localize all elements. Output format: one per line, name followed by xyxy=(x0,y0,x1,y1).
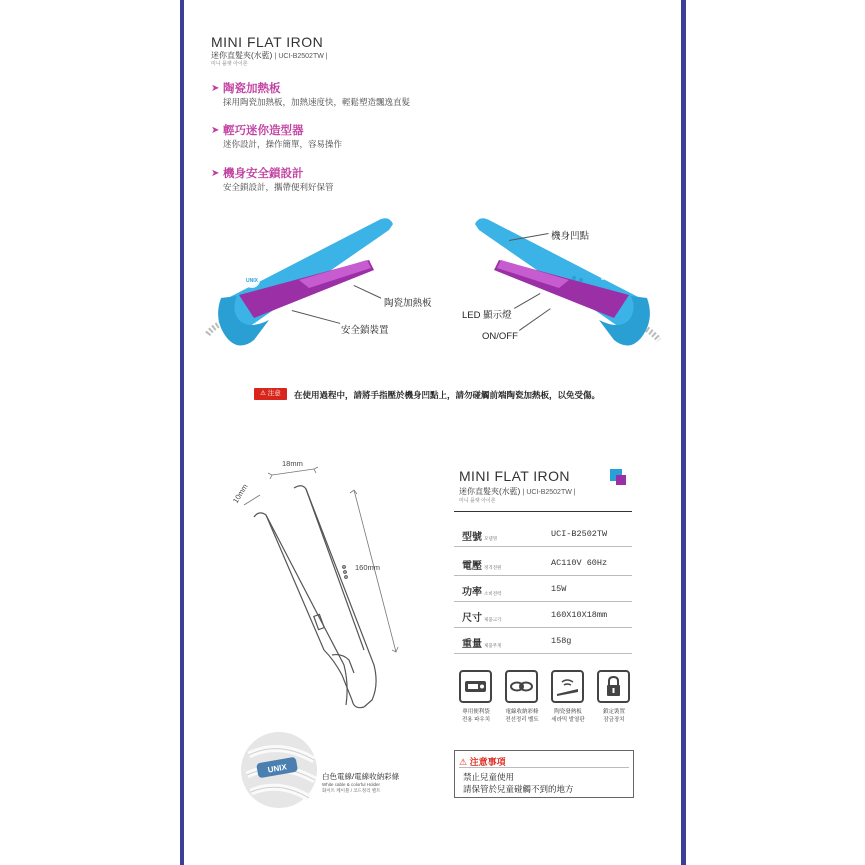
spec-value: 160X10X18mm xyxy=(551,610,608,620)
spec-label-kr: 소비전력 xyxy=(484,591,502,596)
cable-label: 白色電線/電線收納彩條 xyxy=(322,772,400,781)
spec-label-zh: 功率 xyxy=(462,587,482,598)
spec-label-kr: 제품무게 xyxy=(484,643,502,648)
spec-subtitle-zh: 迷你直髮夾(水藍) xyxy=(459,487,521,496)
spec-model-number: | UCI-B2502TW | xyxy=(522,489,576,496)
callout-led: LED 顯示燈 xyxy=(462,310,512,321)
spec-value: 15W xyxy=(551,584,567,594)
feature-description: 安全鎖設計，攜帶便利好保管 xyxy=(223,182,334,192)
brand-logo-left: UNIX xyxy=(246,278,258,284)
spec-row xyxy=(454,599,632,628)
pouch-icon xyxy=(459,670,492,703)
chevron-right-icon: ➤ xyxy=(211,83,220,94)
spec-label xyxy=(462,583,501,598)
spec-label-kr: 모델명 xyxy=(484,536,498,541)
icon-label-kr: 전용 파우치 xyxy=(461,717,491,723)
spec-divider xyxy=(454,511,632,512)
warning-text: 在使用過程中，請將手指壓於機身凹點上，請勿碰觸前端陶瓷加熱板，以免受傷。 xyxy=(294,390,601,400)
subtitle-zh: 迷你直髮夾(水藍) xyxy=(211,51,273,60)
dimension-width-label: 18mm xyxy=(282,459,303,468)
spec-label xyxy=(462,635,501,650)
cable-holder-icon xyxy=(505,670,538,703)
dimension-thickness-label: 10mm xyxy=(231,482,250,505)
ceramic-heat-icon xyxy=(551,670,584,703)
product-page xyxy=(184,0,681,865)
spec-label-kr: 정격전원 xyxy=(484,565,502,570)
dimension-length-label: 160mm xyxy=(355,563,381,572)
spec-label-zh: 型號 xyxy=(462,532,482,543)
caution-line: 請保管於兒童碰觸不到的地方 xyxy=(463,784,574,794)
icon-label-kr: 세라믹 발열판 xyxy=(551,717,585,723)
callout-on-off: ON/OFF xyxy=(482,331,518,342)
spec-label xyxy=(462,557,501,572)
callout-safety-lock: 安全鎖裝置 xyxy=(341,325,389,336)
caution-line: 禁止兒童使用 xyxy=(463,772,515,782)
caution-heading: ⚠ 注意事項 xyxy=(459,757,506,767)
spec-label-zh: 尺寸 xyxy=(462,613,482,624)
model-number: | UCI-B2502TW | xyxy=(274,53,328,60)
icon-label-zh: 專用便利袋 xyxy=(462,709,490,715)
feature-heading: 輕巧迷你造型器 xyxy=(223,125,304,137)
spec-label-zh: 重量 xyxy=(462,639,482,650)
feature-heading: 陶瓷加熱板 xyxy=(223,83,281,95)
spec-label xyxy=(462,528,497,543)
page-title: MINI FLAT IRON xyxy=(211,34,324,50)
icon-label-kr: 잠금장치 xyxy=(603,717,625,723)
spec-label-zh: 電壓 xyxy=(462,561,482,572)
caution-divider xyxy=(459,767,629,768)
chevron-right-icon: ➤ xyxy=(211,168,220,179)
warning-row xyxy=(254,388,654,402)
icon-label-zh: 陶瓷發熱板 xyxy=(554,709,582,715)
feature-description: 採用陶瓷加熱板，加熱速度快，輕鬆塑造飄逸直髮 xyxy=(223,97,411,107)
product-illustration xyxy=(199,200,669,370)
spec-value: 158g xyxy=(551,636,572,646)
spec-label-kr: 제품크기 xyxy=(484,617,502,622)
feature-description: 迷你設計，操作簡單，容易操作 xyxy=(223,139,343,149)
icon-label-zh: 電線收納彩條 xyxy=(505,709,539,715)
cable-label-en: White cable & colorful Holder xyxy=(322,782,381,787)
warning-badge: ⚠ 注意 xyxy=(254,388,287,400)
spec-subtitle xyxy=(459,486,576,497)
right-border-bar xyxy=(681,0,686,865)
spec-row xyxy=(454,573,632,602)
caution-box xyxy=(454,750,634,798)
dimension-drawing xyxy=(224,455,424,725)
icon-label xyxy=(592,708,636,724)
icon-label-kr: 전선정리 벨트 xyxy=(505,717,539,723)
callout-body-dimple: 機身凹點 xyxy=(551,231,590,242)
spec-label xyxy=(462,609,501,624)
cable-badge-text: UNIX xyxy=(267,762,288,775)
spec-value: UCI-B2502TW xyxy=(551,529,608,539)
callout-ceramic-plate: 陶瓷加熱板 xyxy=(384,298,432,309)
spec-row xyxy=(454,547,632,576)
spec-row xyxy=(454,625,632,654)
accent-square-purple xyxy=(616,475,626,485)
cable-label-kr: 화이트 케이블 / 코드정리 벨트 xyxy=(322,788,381,793)
spec-title-kr: 미니 플랫 아이론 xyxy=(459,498,496,504)
icon-label xyxy=(500,708,544,724)
icon-label xyxy=(546,708,590,724)
brand-logo-right: UNIX xyxy=(601,276,613,282)
spec-title: MINI FLAT IRON xyxy=(459,468,570,484)
cable-photo xyxy=(239,730,319,810)
spec-row xyxy=(454,518,632,547)
icon-label xyxy=(454,708,498,724)
icon-label-zh: 鎖定裝置 xyxy=(602,709,625,715)
chevron-right-icon: ➤ xyxy=(211,125,220,136)
feature-heading: 機身安全鎖設計 xyxy=(223,168,304,180)
lock-icon xyxy=(597,670,630,703)
spec-value: AC110V 60Hz xyxy=(551,558,608,568)
page-title-kr: 미니 플랫 아이론 xyxy=(211,61,248,67)
